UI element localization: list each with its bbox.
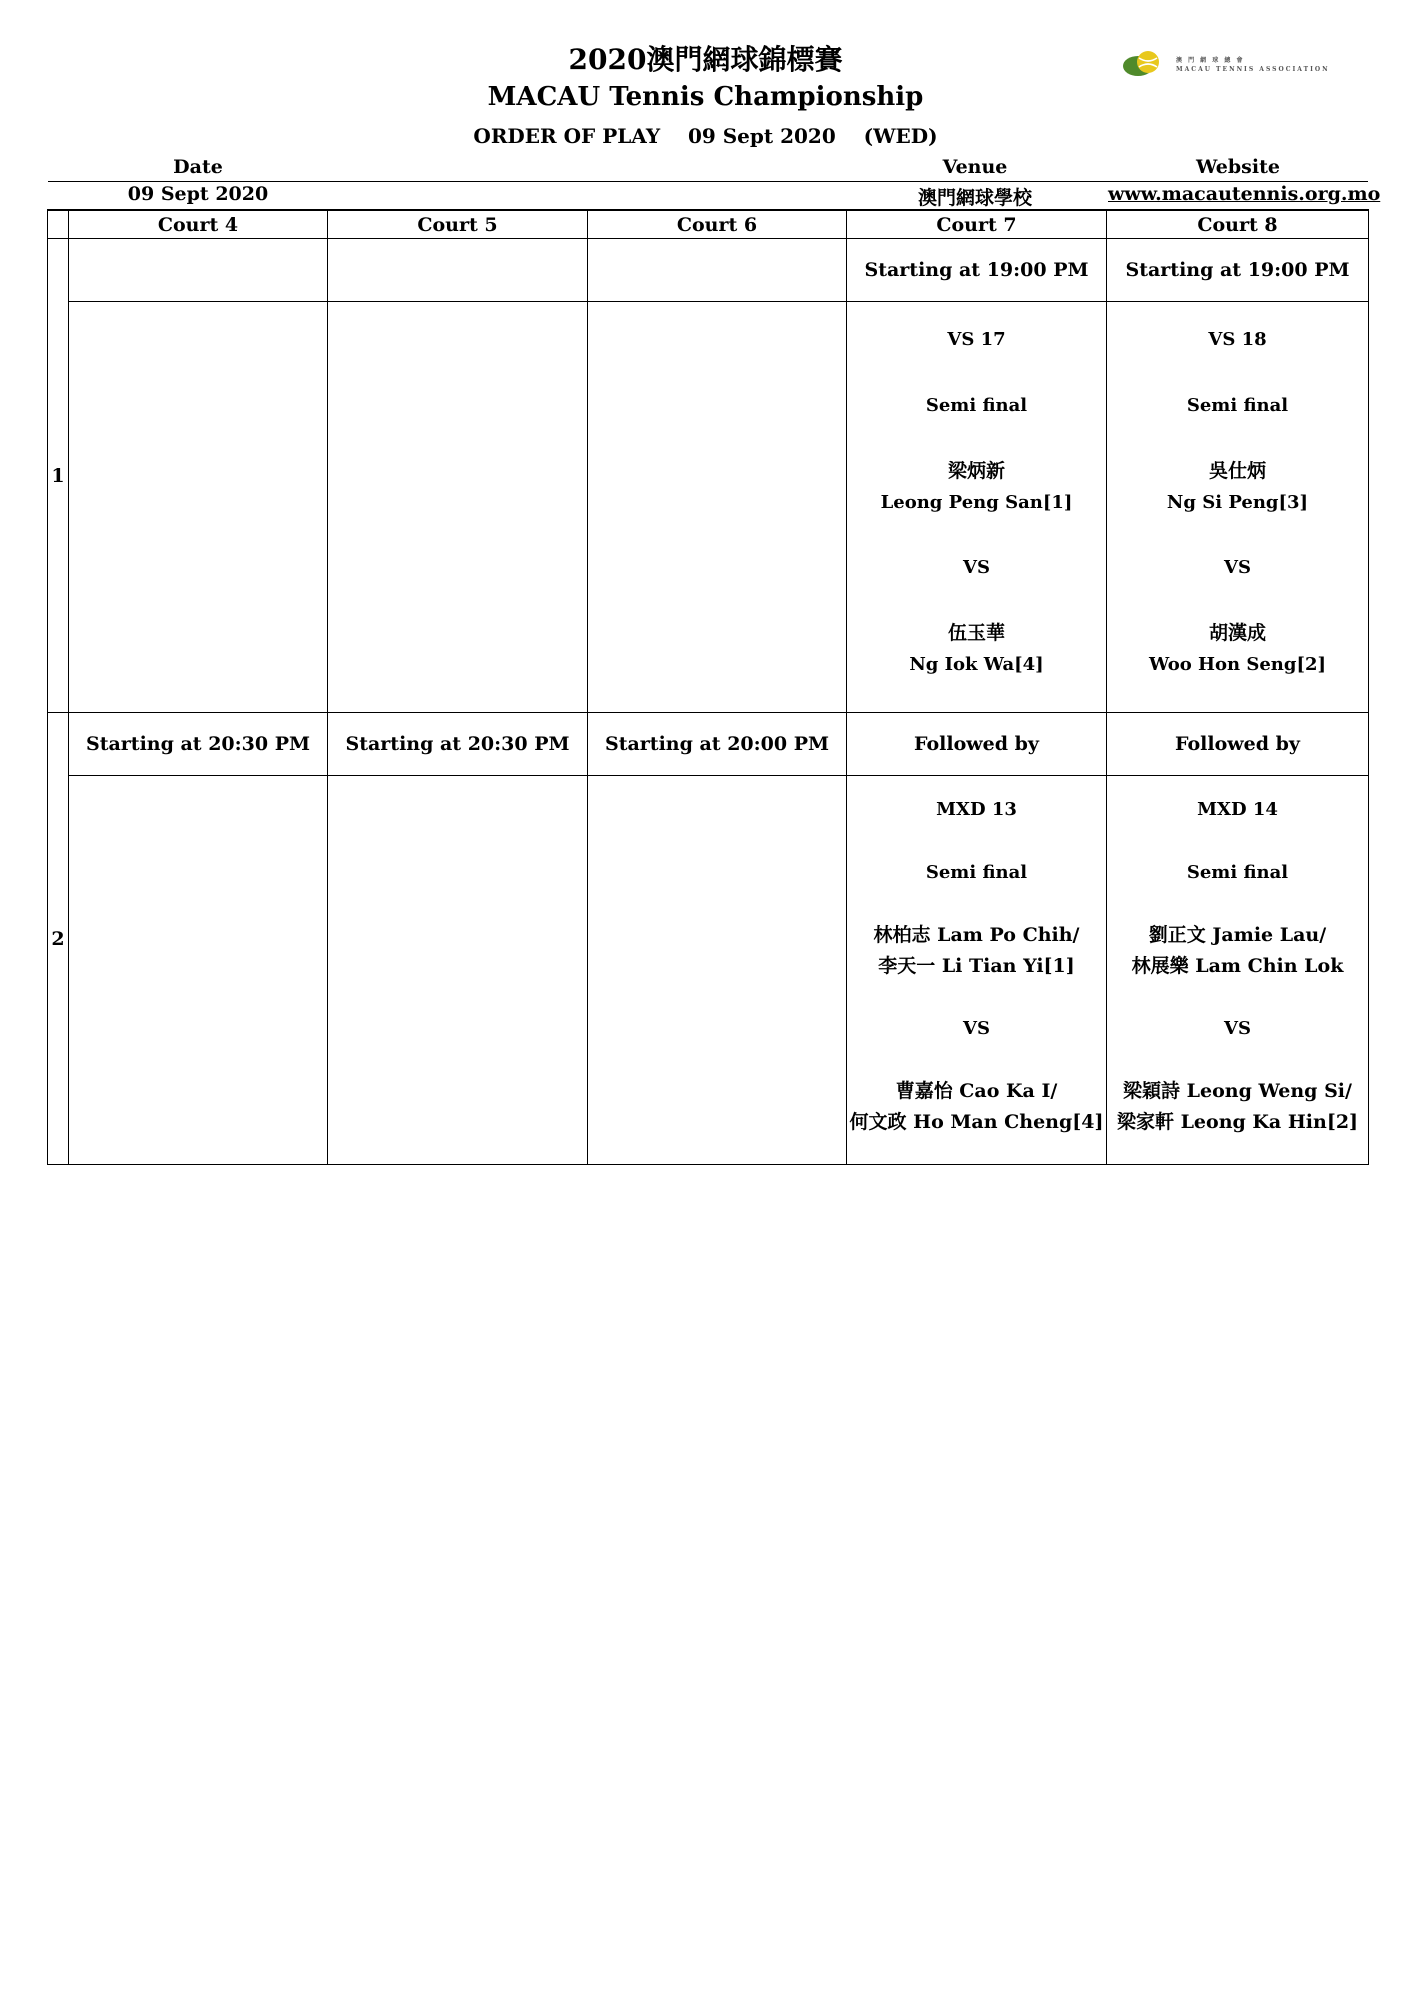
venue-label: Venue	[942, 156, 1008, 178]
player-2-chinese-name: 胡漢成	[1208, 622, 1266, 644]
tennis-ball-logo-icon	[1122, 46, 1170, 82]
match-code: VS 17	[947, 329, 1006, 350]
player-1-english-name: Leong Peng San[1]	[880, 491, 1073, 513]
start-time-cell: Starting at 19:00 PM	[847, 239, 1107, 302]
team-1-player-a: 劉正文 Jamie Lau/	[1148, 923, 1327, 946]
date-value: 09 Sept 2020	[127, 183, 269, 205]
match-round: Semi final	[1186, 861, 1289, 883]
corner-cell	[48, 210, 69, 239]
empty-match-cell	[69, 302, 328, 713]
match-round: Semi final	[1186, 394, 1289, 416]
team-2-player-b: 何文政 Ho Man Cheng[4]	[849, 1111, 1104, 1133]
start-time-cell: Starting at 19:00 PM	[1107, 239, 1369, 302]
row-number: 1	[48, 239, 69, 713]
row-2-matches	[48, 776, 1369, 1165]
versus-label: VS	[1224, 557, 1251, 579]
match-round: Semi final	[925, 394, 1028, 416]
empty-match-cell	[69, 776, 328, 1165]
player-2-english-name: Ng Iok Wa[4]	[909, 654, 1044, 675]
player-1-chinese-name: 吳仕炳	[1208, 459, 1266, 482]
logo-text-chinese: 澳 門 網 球 總 會	[1176, 57, 1245, 64]
match-code: MXD 14	[1197, 799, 1278, 820]
empty-match-cell	[328, 776, 588, 1165]
team-2-player-a: 曹嘉怡 Cao Ka I/	[895, 1080, 1058, 1102]
court-header: Court 8	[1107, 210, 1369, 239]
row-1-start-times	[48, 239, 1369, 302]
match-cell	[1107, 776, 1369, 1165]
match-cell	[847, 776, 1107, 1165]
court-header: Court 4	[69, 210, 328, 239]
start-time-cell: Followed by	[847, 713, 1107, 776]
team-1-player-b: 李天一 Li Tian Yi[1]	[878, 954, 1075, 977]
row-2-start-times	[48, 713, 1369, 776]
player-2-english-name: Woo Hon Seng[2]	[1148, 654, 1327, 675]
team-1-player-b: 林展樂 Lam Chin Lok	[1131, 954, 1344, 977]
order-of-play-line: ORDER OF PLAY 09 Sept 2020 (WED)	[473, 124, 938, 148]
player-2-chinese-name: 伍玉華	[947, 622, 1005, 644]
start-time-cell	[69, 239, 328, 302]
start-time-cell: Starting at 20:30 PM	[328, 713, 588, 776]
court-header-row	[48, 210, 1369, 239]
row-number: 2	[48, 713, 69, 1165]
match-cell	[847, 302, 1107, 713]
date-label: Date	[173, 156, 223, 178]
start-time-cell: Starting at 20:00 PM	[588, 713, 847, 776]
start-time-cell	[328, 239, 588, 302]
player-1-english-name: Ng Si Peng[3]	[1166, 491, 1309, 513]
empty-match-cell	[588, 776, 847, 1165]
player-1-chinese-name: 梁炳新	[947, 459, 1005, 482]
start-time-cell: Starting at 20:30 PM	[69, 713, 328, 776]
association-logo	[1122, 46, 1330, 86]
title-chinese: 2020澳門網球錦標賽	[568, 43, 843, 76]
team-2-player-a: 梁穎詩 Leong Weng Si/	[1123, 1080, 1352, 1102]
court-header: Court 6	[588, 210, 847, 239]
versus-label: VS	[963, 1018, 990, 1040]
website-link[interactable]: www.macautennis.org.mo	[1108, 183, 1381, 205]
venue-value: 澳門網球學校	[917, 187, 1032, 209]
match-code: VS 18	[1208, 329, 1267, 350]
logo-text-english: MACAU TENNIS ASSOCIATION	[1176, 66, 1330, 73]
order-of-play-table	[47, 209, 1369, 1165]
start-time-cell	[588, 239, 847, 302]
row-1-matches	[48, 302, 1369, 713]
empty-match-cell	[328, 302, 588, 713]
header-divider	[48, 181, 1368, 182]
match-cell	[1107, 302, 1369, 713]
team-2-player-b: 梁家軒 Leong Ka Hin[2]	[1116, 1111, 1359, 1133]
court-header: Court 7	[847, 210, 1107, 239]
versus-label: VS	[963, 557, 990, 579]
start-time-cell: Followed by	[1107, 713, 1369, 776]
match-code: MXD 13	[936, 799, 1017, 820]
versus-label: VS	[1224, 1018, 1251, 1040]
court-header: Court 5	[328, 210, 588, 239]
team-1-player-a: 林柏志 Lam Po Chih/	[873, 923, 1080, 946]
website-label: Website	[1196, 156, 1280, 178]
match-round: Semi final	[925, 861, 1028, 883]
empty-match-cell	[588, 302, 847, 713]
title-english: MACAU Tennis Championship	[487, 82, 924, 112]
